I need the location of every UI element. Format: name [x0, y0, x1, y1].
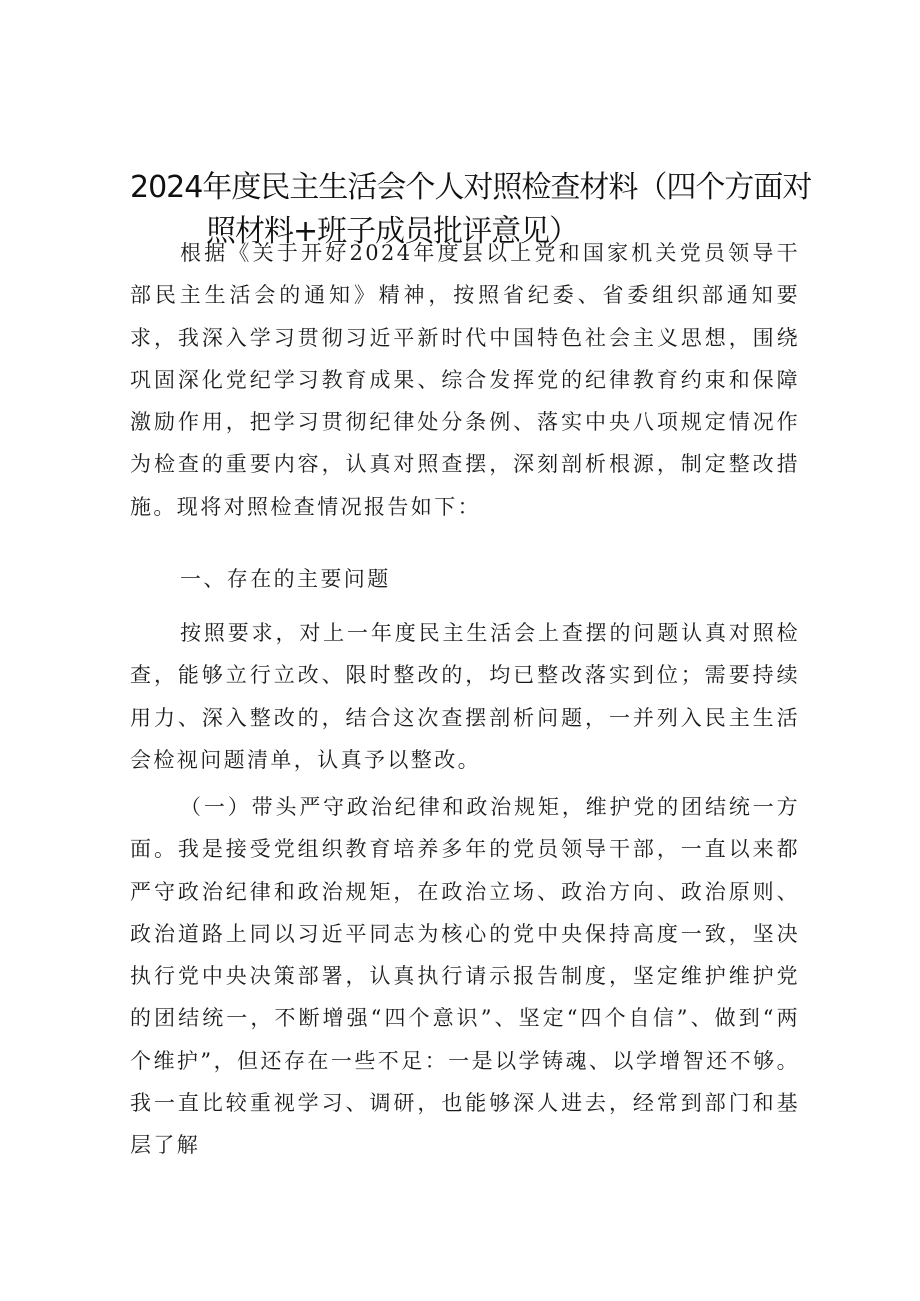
section-heading-main-problems: 一、存在的主要问题	[180, 567, 391, 591]
title-line-2: 照材料+班子成员批评意见）	[206, 214, 579, 249]
intro-paragraph: 根据《关于开好2024年度县以上党和国家机关党员领导干部民主生活会的通知》精神，按照省纪委、省委组织部通知要求，我深入学习贯彻习近平新时代中国特色社会主义思想，围绕巩固深化党纪学习教育成果、综合发挥党的纪律教育约束和保障激励作用，把学习贯彻纪律处分条例、落实中央八项规定情况作为检查的重要内容，认真对照查摆，深刻剖析根源，制定整改措施。现将对照检查情况报告如下：	[130, 241, 800, 519]
requirement-paragraph: 按照要求，对上一年度民主生活会上查摆的问题认真对照检查，能够立行立改、限时整改的，均已整改落实到位；需要持续用力、深入整改的，结合这次查摆剖析问题，一并列入民主生活会检视问题清单，认真予以整改。	[130, 621, 800, 772]
item-1-paragraph: （一）带头严守政治纪律和政治规矩，维护党的团结统一方面。我是接受党组织教育培养多年的党员领导干部，一直以来都严守政治纪律和政治规矩，在政治立场、政治方向、政治原则、政治道路上同以习近平同志为核心的党中央保持高度一致，坚决执行党中央决策部署，认真执行请示报告制度，坚定维护维护党的团结统一，不断增强“四个意识”、坚定“四个自信”、做到“两个维护”，但还存在一些不足：一是以学铸魂、以学增智还不够。我一直比较重视学习、调研，也能够深人进去，经常到部门和基层了解	[130, 795, 800, 1158]
title-line-1: 2024年度民主生活会个人对照检查材料（四个方面对	[130, 170, 812, 205]
